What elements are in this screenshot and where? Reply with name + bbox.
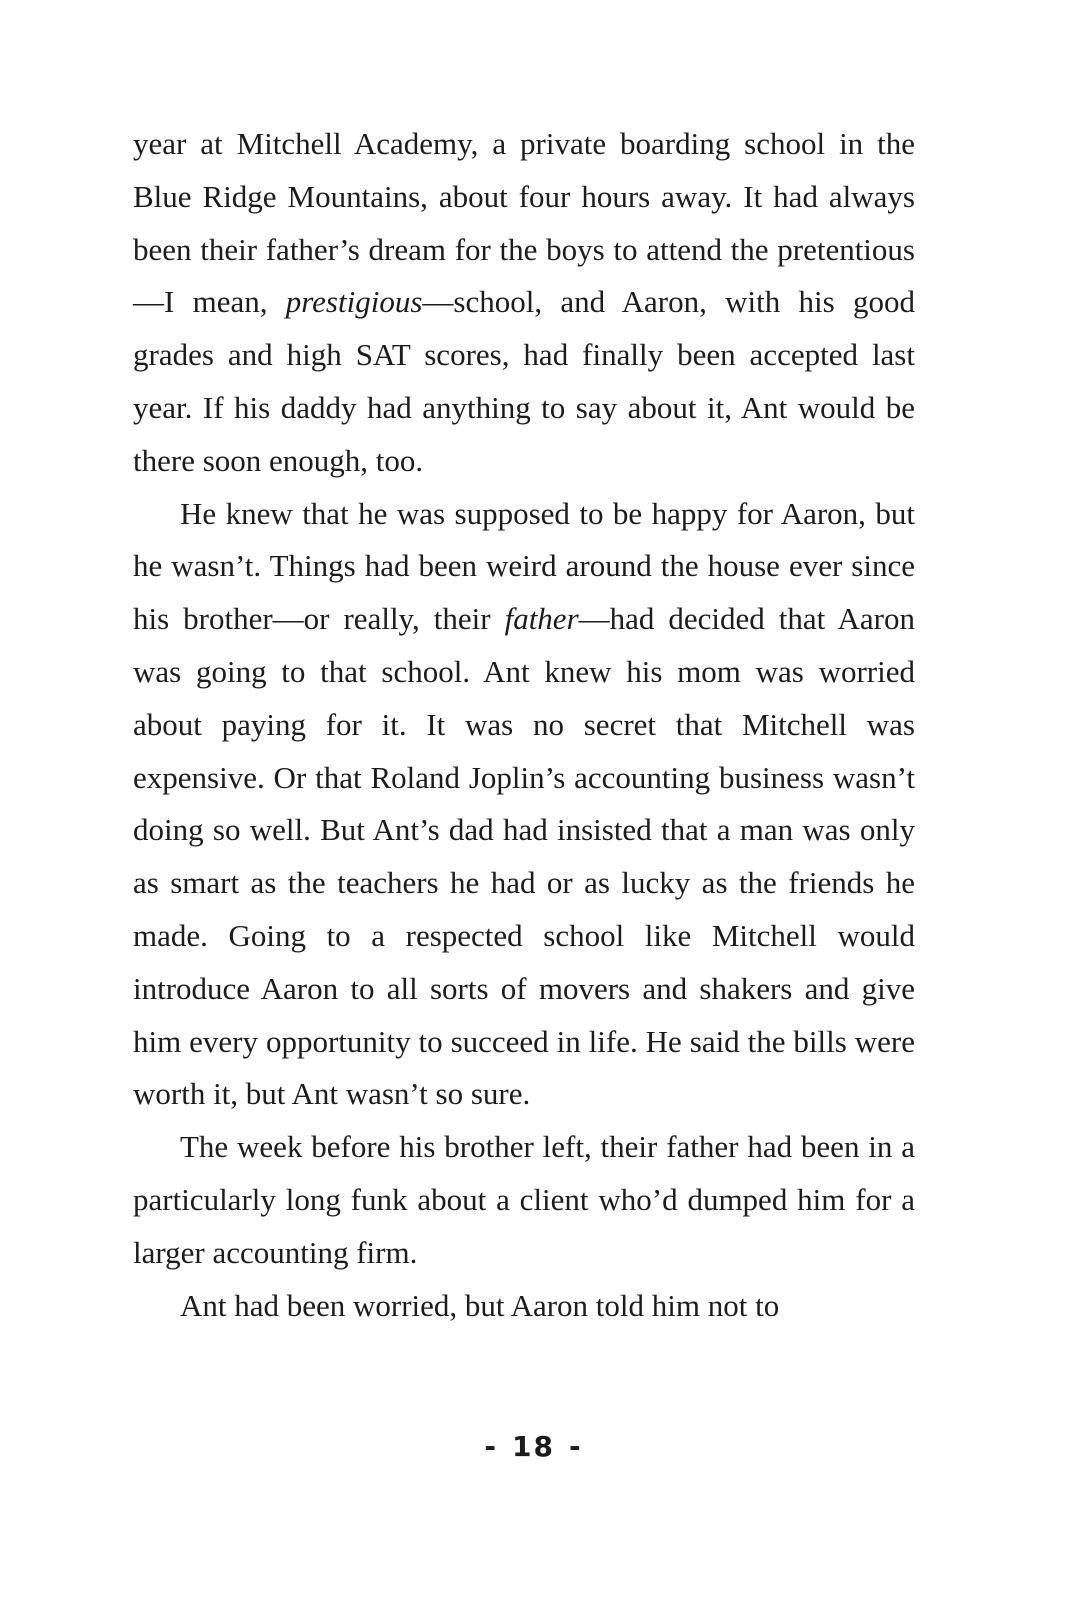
folio-dash-right: - — [568, 1430, 583, 1463]
paragraph-1-text-1: year at Mitchell Academy, a private boarding school in the Blue Ridge Mountains, about four hours away. It had always been their father’s dream for the boys to attend the pretentious—I mean, — [133, 126, 915, 320]
folio-dash-left: - — [484, 1430, 499, 1463]
paragraph-2 — [133, 488, 915, 1122]
paragraph-4 — [133, 1280, 915, 1333]
paragraph-1 — [133, 118, 915, 488]
paragraph-1-italic: prestigious — [285, 284, 423, 320]
page-number — [0, 1430, 1067, 1463]
paragraph-3 — [133, 1121, 915, 1279]
folio-number: 18 — [512, 1430, 555, 1463]
paragraph-2-text-1: He knew that he was supposed to be happy for Aaron, but he wasn’t. Things had been weird around the house ever since his brother—or really, their — [133, 495, 915, 637]
paragraph-2-text-2: —had decided that Aaron was going to that school. Ant knew his mom was worried about paying for it. It was no secret that Mitchell was expensive. Or that Roland Joplin’s accounting business wasn’t doing so well. But Ant’s dad had insisted that a man was only as smart as the teachers he had or as lucky as the friends he made. Going to a respected school like Mitchell would introduce Aaron to all sorts of movers and shakers and give him every opportunity to succeed in life. He said the bills were worth it, but Ant wasn’t so sure. — [133, 601, 915, 1112]
paragraph-4-text: Ant had been worried, but Aaron told him not to — [180, 1287, 780, 1323]
paragraph-2-italic: father — [504, 601, 579, 637]
paragraph-1-text-2: —school, and Aaron, with his good grades and high SAT scores, had finally been accepted last year. If his daddy had anything to say about it, Ant would be there soon enough, too. — [133, 284, 915, 478]
paragraph-3-text: The week before his brother left, their father had been in a particularly long funk about a client who’d dumped him for a larger accounting firm. — [133, 1129, 915, 1270]
page-body — [133, 118, 915, 1332]
